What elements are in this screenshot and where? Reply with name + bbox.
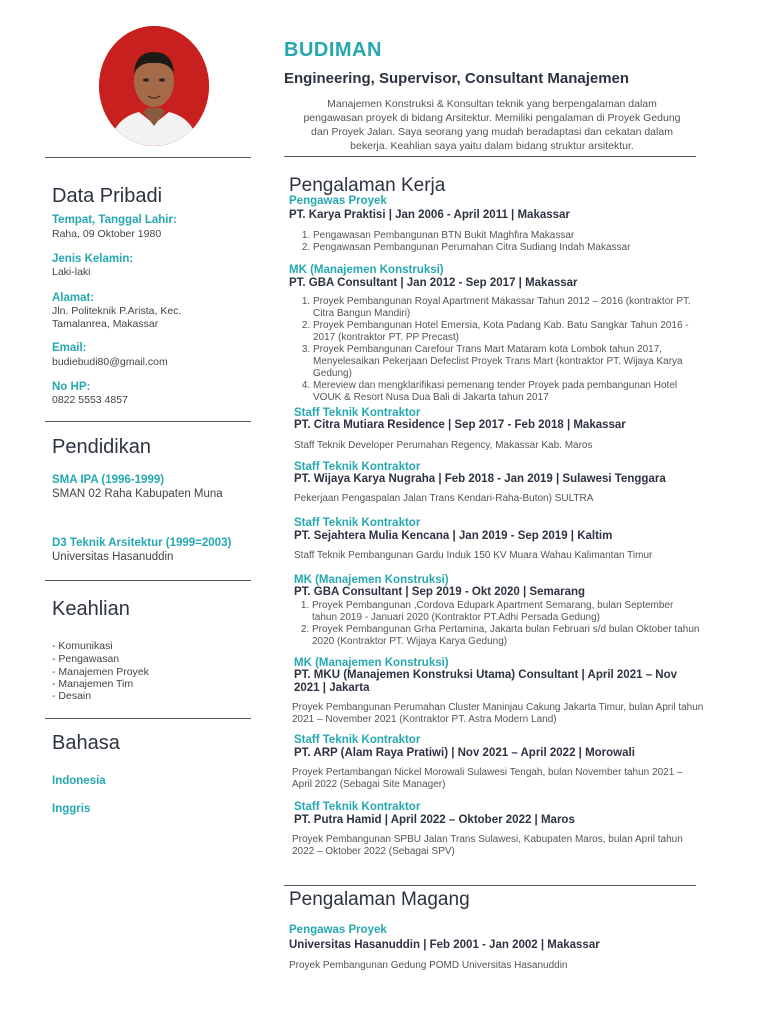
skill-item: - Pengawasan [52, 653, 120, 665]
job-task: 2. Pengawasan Pembangunan Perumahan Citra Sudiang Indah Makassar [313, 242, 697, 254]
job-company: PT. Sejahtera Mulia Kencana | Jan 2019 - Sep 2019 | Kaltim [294, 530, 613, 542]
skill-item: - Manajemen Proyek [52, 666, 149, 678]
job-company: PT. Citra Mutiara Residence | Sep 2017 - Feb 2018 | Makassar [294, 419, 626, 431]
education-value: Universitas Hasanuddin [52, 551, 174, 563]
job-description: Proyek Pembangunan SPBU Jalan Trans Sulawesi, Kabupaten Maros, bulan April tahun 2022 – Oktober 2022 (Sebagai SPV) [292, 834, 683, 857]
skills-title: Keahlian [52, 598, 130, 620]
internship-description: Proyek Pembangunan Gedung POMD Universitas Hasanuddin [289, 960, 568, 971]
address-line-1: Jln. Politeknik P.Arista, Kec. [52, 305, 182, 317]
internship-company: Universitas Hasanuddin | Feb 2001 - Jan 2002 | Makassar [289, 939, 600, 951]
internship-position: Pengawas Proyek [289, 924, 387, 936]
job-company: PT. Putra Hamid | April 2022 – Oktober 2022 | Maros [294, 814, 575, 826]
skill-item: - Komunikasi [52, 640, 113, 652]
job-task: 2. Proyek Pembangunan Hotel Emersia, Kota Padang Kab. Batu Sangkar Tahun 2016 - 2017 (kontraktor PT. PP Precast) [313, 320, 701, 344]
job-task-list [297, 230, 697, 254]
divider [45, 421, 251, 422]
job-task: 2. Proyek Pembangunan Grha Pertamina, Jakarta bulan Februari s/d bulan Oktober tahun 2020 (Kontraktor PT. Wijaya Karya Gedung) [312, 624, 700, 648]
job-position: Staff Teknik Kontraktor [294, 517, 421, 529]
job-task: 1. Proyek Pembangunan Royal Apartment Makassar Tahun 2012 – 2016 (kontraktor PT. Citra Bangun Mandiri) [313, 296, 701, 320]
left-column [0, 0, 270, 1024]
job-position: Staff Teknik Kontraktor [294, 734, 421, 746]
languages-title: Bahasa [52, 732, 120, 754]
email-value[interactable]: budiebudi80@gmail.com [52, 356, 168, 368]
email-label: Email: [52, 342, 87, 354]
divider [45, 580, 251, 581]
divider [45, 718, 251, 719]
job-task: 1. Proyek Pembangunan ,Cordova Edupark Apartment Semarang, bulan September tahun 2019 - Januari 2020 (Kontraktor PT.Adhi Persada Gedung) [312, 600, 700, 624]
job-description: Proyek Pertambangan Nickel Morowali Sulawesi Tengah, bulan November tahun 2021 – April 2022 (Sebagai Site Manager) [292, 767, 683, 790]
address-line-2: Tamalanrea, Makassar [52, 318, 159, 330]
language-item: Inggris [52, 803, 91, 815]
job-company: PT. MKU (Manajemen Konstruksi Utama) Consultant | April 2021 – Nov 2021 | Jakarta [294, 669, 678, 694]
address-label: Alamat: [52, 292, 95, 304]
job-company: PT. GBA Consultant | Sep 2019 - Okt 2020 | Semarang [294, 586, 586, 598]
job-position: Staff Teknik Kontraktor [294, 461, 421, 473]
job-position: Staff Teknik Kontraktor [294, 407, 421, 419]
job-company: PT. ARP (Alam Raya Pratiwi) | Nov 2021 – April 2022 | Morowali [294, 747, 635, 759]
job-company: PT. Karya Praktisi | Jan 2006 - April 2011 | Makassar [289, 209, 570, 221]
job-position: Pengawas Proyek [289, 195, 387, 207]
profile-summary: Manajemen Konstruksi & Konsultan teknik yang berpengalaman dalam pengawasan proyek di bidang Arsitektur. Memiliki pengalaman di Proyek Gedung dan Proyek Jalan. Saya seorang yang mudah beradaptasi dan cekatan dalam bekerja. Keahlian saya yaitu dalam bidang struktur arsitektur. [303, 98, 681, 152]
education-title: Pendidikan [52, 436, 151, 458]
education-value: SMAN 02 Raha Kabupaten Muna [52, 488, 223, 500]
work-experience-title: Pengalaman Kerja [289, 175, 446, 196]
divider [284, 156, 696, 157]
job-task-list [296, 600, 700, 648]
job-description: Proyek Pembangunan Perumahan Cluster Maninjau Cakung Jakarta Timur, bulan April tahun 2021 – November 2021 (Kontraktor PT. Astra Modern Land) [292, 702, 704, 725]
education-label: D3 Teknik Arsitektur (1999=2003) [52, 537, 232, 549]
job-position: MK (Manajemen Konstruksi) [294, 574, 449, 586]
divider [284, 885, 696, 886]
profile-photo [99, 26, 209, 146]
gender-value: Laki-laki [52, 266, 91, 278]
job-task: 4. Mereview dan mengklarifikasi pemenang tender Proyek pada pembangunan Hotel VOUK & Resort Nusa Dua Bali di Jakarta tahun 2017 [313, 380, 701, 404]
job-task-list [297, 296, 701, 404]
language-item: Indonesia [52, 775, 106, 787]
job-description: Pekerjaan Pengaspalan Jalan Trans Kendari-Raha-Buton) SULTRA [294, 493, 594, 504]
job-task: 3. Proyek Pembangunan Carefour Trans Mart Mataram kota Lombok tahun 2017, Menyelesaikan Pekerjaan Defeclist Proyek Trans Mart (kontraktor PT. Wijaya Karya Gedung) [313, 344, 701, 380]
phone-value: 0822 5553 4857 [52, 394, 128, 406]
birth-label: Tempat, Tanggal Lahir: [52, 214, 177, 226]
gender-label: Jenis Kelamin: [52, 253, 134, 265]
job-description: Staff Teknik Developer Perumahan Regency, Makassar Kab. Maros [294, 440, 593, 451]
divider [45, 157, 251, 158]
job-position: MK (Manajemen Konstruksi) [294, 657, 449, 669]
job-task: 1. Pengawasan Pembangunan BTN Bukit Maghfira Makassar [313, 230, 697, 242]
internship-title: Pengalaman Magang [289, 889, 470, 910]
job-position: Staff Teknik Kontraktor [294, 801, 421, 813]
candidate-role: Engineering, Supervisor, Consultant Manajemen [284, 70, 630, 87]
skill-item: - Desain [52, 690, 92, 702]
candidate-name: BUDIMAN [284, 39, 382, 61]
skill-item: - Manajemen Tim [52, 678, 134, 690]
job-company: PT. Wijaya Karya Nugraha | Feb 2018 - Jan 2019 | Sulawesi Tenggara [294, 473, 666, 485]
personal-data-title: Data Pribadi [52, 185, 163, 207]
birth-value: Raha, 09 Oktober 1980 [52, 228, 162, 240]
education-label: SMA IPA (1996-1999) [52, 474, 165, 486]
job-position: MK (Manajemen Konstruksi) [289, 264, 444, 276]
person-portrait-icon [99, 26, 209, 146]
job-description: Staff Teknik Pembangunan Gardu Induk 150 KV Muara Wahau Kalimantan Timur [294, 550, 653, 561]
job-company: PT. GBA Consultant | Jan 2012 - Sep 2017 | Makassar [289, 277, 578, 289]
phone-label: No HP: [52, 381, 91, 393]
